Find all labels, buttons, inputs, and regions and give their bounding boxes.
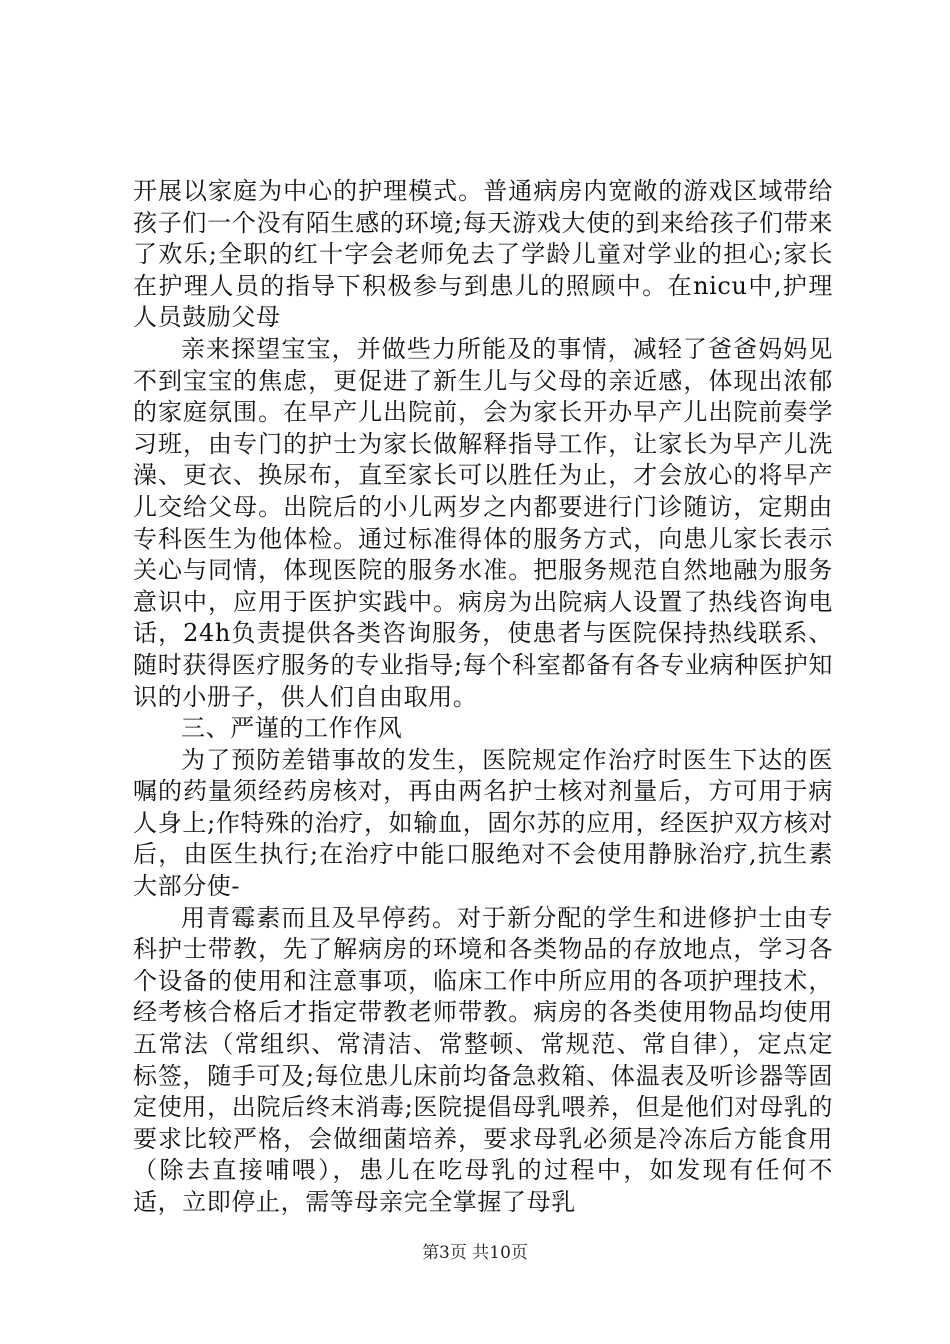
paragraph-family-centered-care: 开展以家庭为中心的护理模式。普通病房内宽敞的游戏区域带给孩子们一个没有陌生感的环境;每天游戏大使的到来给孩子们带来了欢乐;全职的红十字会老师免去了学龄儿童对学业的担心;家长在护理人员的指导下积极参与到患儿的照顾中。在nicu中,护理人员鼓励父母: [133, 177, 833, 332]
section-heading-work-style: 三、严谨的工作作风: [181, 714, 403, 743]
paragraph-parent-visits: 亲来探望宝宝，并做些力所能及的事情，减轻了爸爸妈妈见不到宝宝的焦虑，更促进了新生儿与父母的亲近感，体现出浓郁的家庭氛围。在早产儿出院前，会为家长开办早产儿出院前奏学习班，由专门的护士为家长做解释指导工作，让家长为早产儿洗澡、更衣、换尿布，直至家长可以胜任为止，才会放心的将早产儿交给父母。出院后的小儿两岁之内都要进行门诊随访，定期由专科医生为他体检。通过标准得体的服务方式，向患儿家长表示关心与同情，体现医院的服务水准。把服务规范自然地融为服务意识中，应用于医护实践中。病房为出院病人设置了热线咨询电话，24h负责提供各类咨询服务，使患者与医院保持热线联系、随时获得医疗服务的专业指导;每个科室都备有各专业病种医护知识的小册子，供人们自由取用。: [133, 334, 833, 711]
paragraph-training-and-hygiene: 用青霉素而且及早停药。对于新分配的学生和进修护士由专科护士带教，先了解病房的环境和各类物品的存放地点，学习各个设备的使用和注意事项，临床工作中所应用的各项护理技术，经考核合格后才指定带教老师带教。病房的各类使用物品均使用五常法（常组织、常清洁、常整顿、常规范、常自律），定点定标签，随手可及;每位患儿床前均备急救箱、体温表及听诊器等固定使用，出院后终末消毒;医院提倡母乳喂养，但是他们对母乳的要求比较严格，会做细菌培养，要求母乳必须是冷冻后方能食用（除去直接哺喂），患儿在吃母乳的过程中，如发现有任何不适，立即停止，需等母亲完全掌握了母乳: [133, 903, 833, 1216]
document-body: [133, 176, 833, 1219]
paragraph-error-prevention: 为了预防差错事故的发生，医院规定作治疗时医生下达的医嘱的药量须经药房核对，再由两名护士核对剂量后，方可用于病人身上;作特殊的治疗，如输血，固尔苏的应用，经医护双方核对后，由医生执行;在治疗中能口服绝对不会使用静脉治疗,抗生素大部分使-: [133, 745, 833, 901]
page-number-footer: 第3页 共10页: [422, 1243, 528, 1263]
